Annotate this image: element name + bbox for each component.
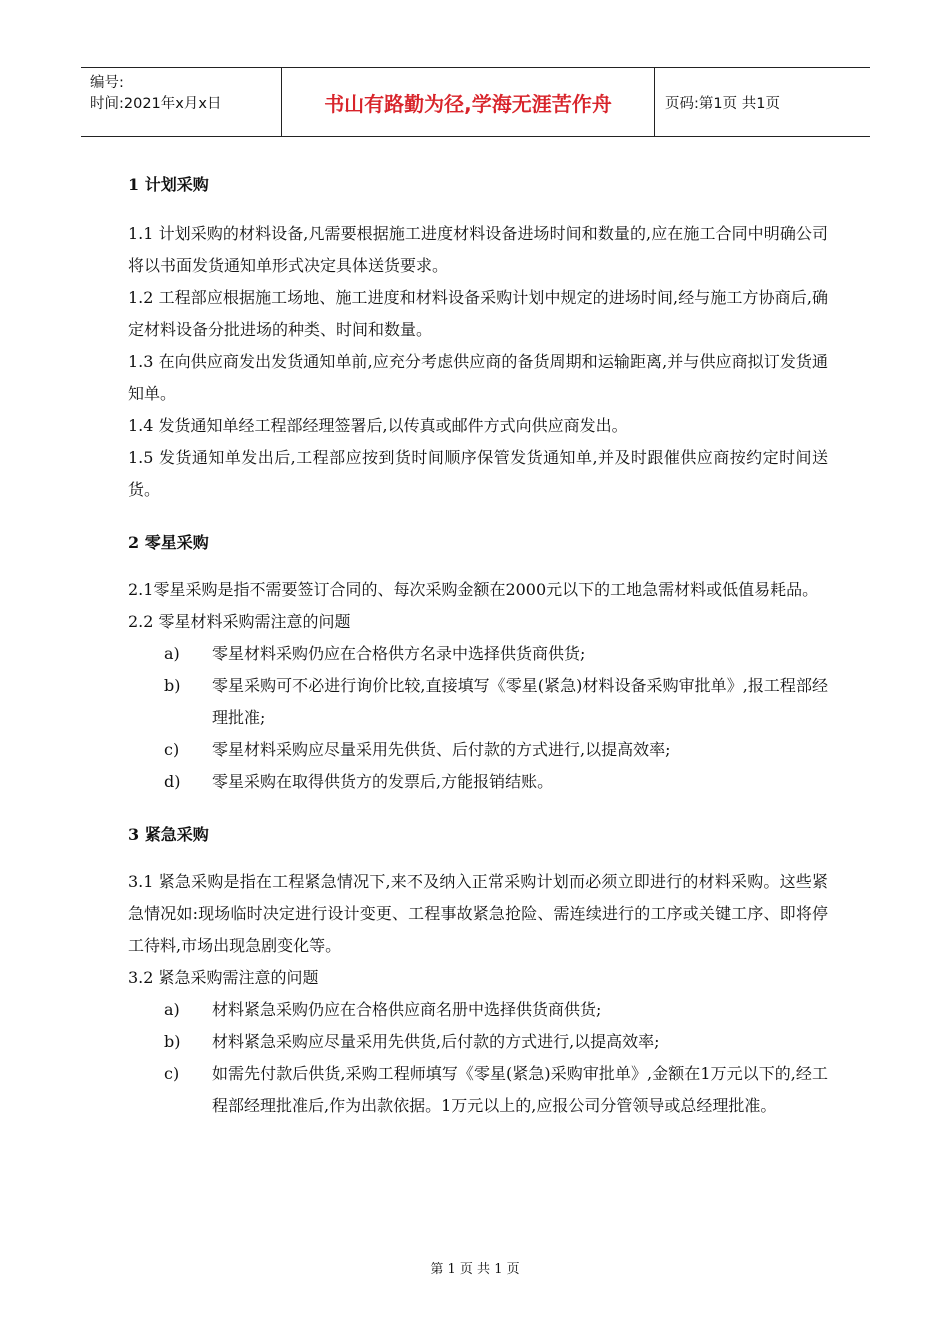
- list-item: [164, 994, 828, 1026]
- header-motto: 书山有路勤为径,学海无涯苦作舟: [281, 68, 655, 136]
- paragraph: 1.4 发货通知单经工程部经理签署后,以传真或邮件方式向供应商发出。: [128, 416, 628, 435]
- paragraph: 2.1零星采购是指不需要签订合同的、每次采购金额在2000元以下的工地急需材料或低值易耗品。: [128, 580, 819, 599]
- paragraph: 1.3 在向供应商发出发货通知单前,应充分考虑供应商的备货周期和运输距离,并与供应商拟订发货通知单。: [128, 352, 828, 403]
- list-item: [164, 638, 828, 670]
- paragraph: 3.2 紧急采购需注意的问题: [128, 968, 319, 987]
- list-item-label: a): [164, 644, 180, 663]
- list-item-text: 零星材料采购仍应在合格供方名录中选择供货商供货;: [212, 644, 586, 663]
- section-plan-purchase: [128, 170, 828, 506]
- document-header: [81, 67, 870, 137]
- paragraph: 1.1 计划采购的材料设备,凡需要根据施工进度材料设备进场时间和数量的,应在施工合同中明确公司将以书面发货通知单形式决定具体送货要求。: [128, 224, 828, 275]
- list-item-text: 零星采购在取得供货方的发票后,方能报销结账。: [212, 772, 554, 791]
- header-page-label: 页码:第1页 共1页: [665, 95, 780, 112]
- section-urgent-purchase: [128, 820, 828, 1122]
- list-item-label: c): [164, 1064, 180, 1083]
- document-body: [128, 170, 828, 1122]
- list-item-text: 如需先付款后供货,采购工程师填写《零星(紧急)采购审批单》,金额在1万元以下的,经工程部经理批准后,作为出款依据。1万元以上的,应报公司分管领导或总经理批准。: [212, 1064, 828, 1115]
- section-title: 3 紧急采购: [128, 825, 209, 844]
- list-item-text: 材料紧急采购仍应在合格供应商名册中选择供货商供货;: [212, 1000, 602, 1019]
- paragraph: 2.2 零星材料采购需注意的问题: [128, 612, 351, 631]
- list-item: [164, 670, 828, 734]
- section-title: 1 计划采购: [128, 175, 209, 194]
- document-number-label: 编号:: [90, 75, 124, 91]
- section-sporadic-purchase: [128, 528, 828, 798]
- list-item-label: c): [164, 740, 180, 759]
- list-item-text: 零星采购可不必进行询价比较,直接填写《零星(紧急)材料设备采购审批单》,报工程部经理批准;: [212, 676, 828, 727]
- list-item-label: a): [164, 1000, 180, 1019]
- paragraph: 1.5 发货通知单发出后,工程部应按到货时间顺序保管发货通知单,并及时跟催供应商按约定时间送货。: [128, 448, 828, 499]
- header-meta: [81, 68, 281, 136]
- list-item: [164, 1026, 828, 1058]
- page-footer: 第 1 页 共 1 页: [430, 1262, 520, 1277]
- paragraph: 3.1 紧急采购是指在工程紧急情况下,来不及纳入正常采购计划而必须立即进行的材料采购。这些紧急情况如:现场临时决定进行设计变更、工程事故紧急抢险、需连续进行的工序或关键工序、即将停工待料,市场出现急剧变化等。: [128, 872, 828, 955]
- list-item: [164, 766, 828, 798]
- list-item-label: b): [164, 676, 181, 695]
- list-item-label: d): [164, 772, 181, 791]
- paragraph: 1.2 工程部应根据施工场地、施工进度和材料设备采购计划中规定的进场时间,经与施工方协商后,确定材料设备分批进场的种类、时间和数量。: [128, 288, 828, 339]
- list-item-text: 零星材料采购应尽量采用先供货、后付款的方式进行,以提高效率;: [212, 740, 671, 759]
- list-item: [164, 1058, 828, 1122]
- list-item-label: b): [164, 1032, 181, 1051]
- list-item-text: 材料紧急采购应尽量采用先供货,后付款的方式进行,以提高效率;: [212, 1032, 660, 1051]
- document-time-label: 时间:2021年x月x日: [90, 96, 222, 112]
- list-item: [164, 734, 828, 766]
- section-title: 2 零星采购: [128, 533, 209, 552]
